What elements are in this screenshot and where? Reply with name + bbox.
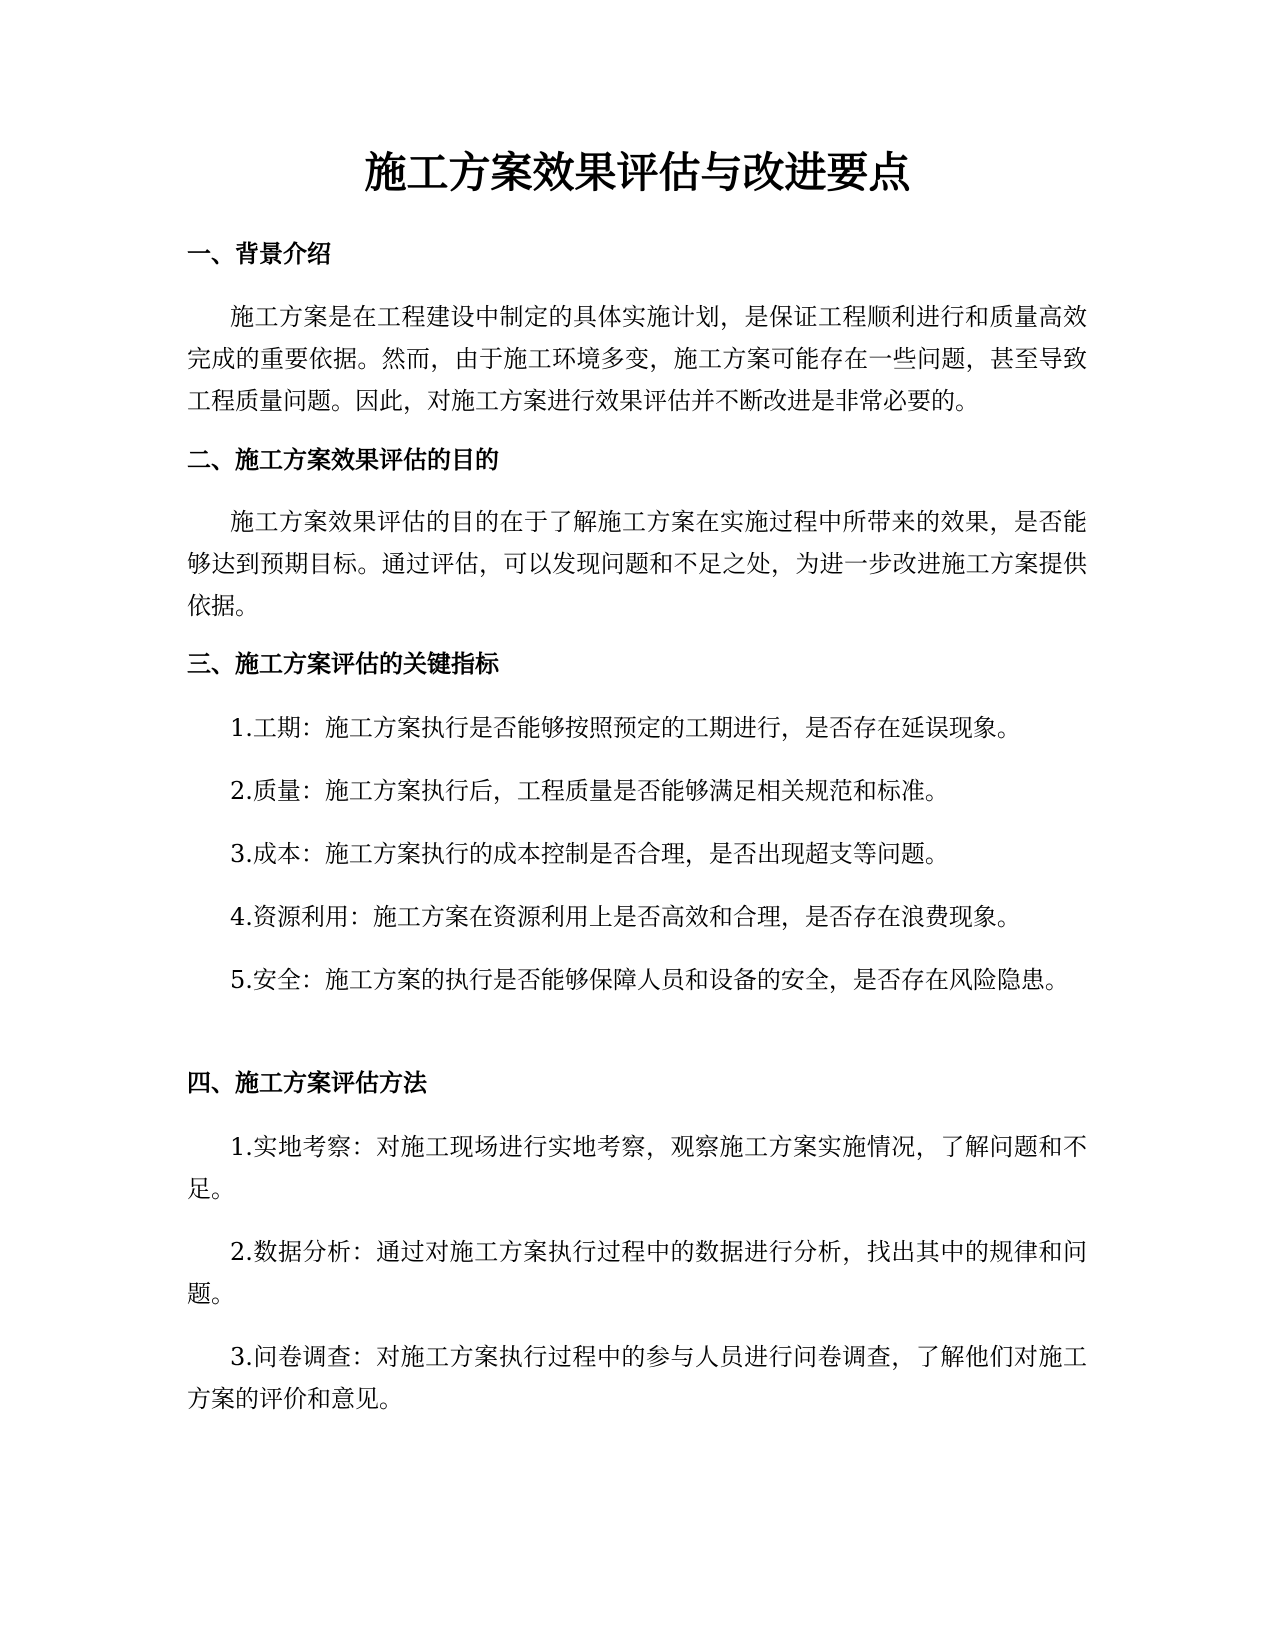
method-item-data-analysis: 2.数据分析：通过对施工方案执行过程中的数据进行分析，找出其中的规律和问题。: [187, 1238, 1087, 1308]
section-heading-purpose: 二、施工方案效果评估的目的: [187, 446, 499, 474]
indicator-item-safety: 5.安全：施工方案的执行是否能够保障人员和设备的安全，是否存在风险隐患。: [230, 966, 1069, 994]
section-heading-background: 一、背景介绍: [187, 240, 331, 268]
indicator-item-resources: 4.资源利用：施工方案在资源利用上是否高效和合理，是否存在浪费现象。: [230, 903, 1021, 931]
document-title: 施工方案效果评估与改进要点: [364, 148, 911, 197]
section-heading-methods: 四、施工方案评估方法: [187, 1069, 427, 1097]
section-heading-key-indicators: 三、施工方案评估的关键指标: [187, 650, 499, 678]
paragraph-background: 施工方案是在工程建设中制定的具体实施计划，是保证工程顺利进行和质量高效完成的重要依据。然而，由于施工环境多变，施工方案可能存在一些问题，甚至导致工程质量问题。因此，对施工方案进行效果评估并不断改进是非常必要的。: [187, 303, 1087, 415]
method-item-site-inspection: 1.实地考察：对施工现场进行实地考察，观察施工方案实施情况，了解问题和不足。: [187, 1133, 1087, 1203]
indicator-item-cost: 3.成本：施工方案执行的成本控制是否合理，是否出现超支等问题。: [230, 840, 949, 868]
method-item-questionnaire: 3.问卷调查：对施工方案执行过程中的参与人员进行问卷调查，了解他们对施工方案的评价和意见。: [187, 1343, 1087, 1413]
paragraph-purpose: 施工方案效果评估的目的在于了解施工方案在实施过程中所带来的效果，是否能够达到预期目标。通过评估，可以发现问题和不足之处，为进一步改进施工方案提供依据。: [187, 508, 1087, 620]
indicator-item-schedule: 1.工期：施工方案执行是否能够按照预定的工期进行，是否存在延误现象。: [230, 714, 1021, 742]
indicator-item-quality: 2.质量：施工方案执行后，工程质量是否能够满足相关规范和标准。: [230, 777, 949, 805]
